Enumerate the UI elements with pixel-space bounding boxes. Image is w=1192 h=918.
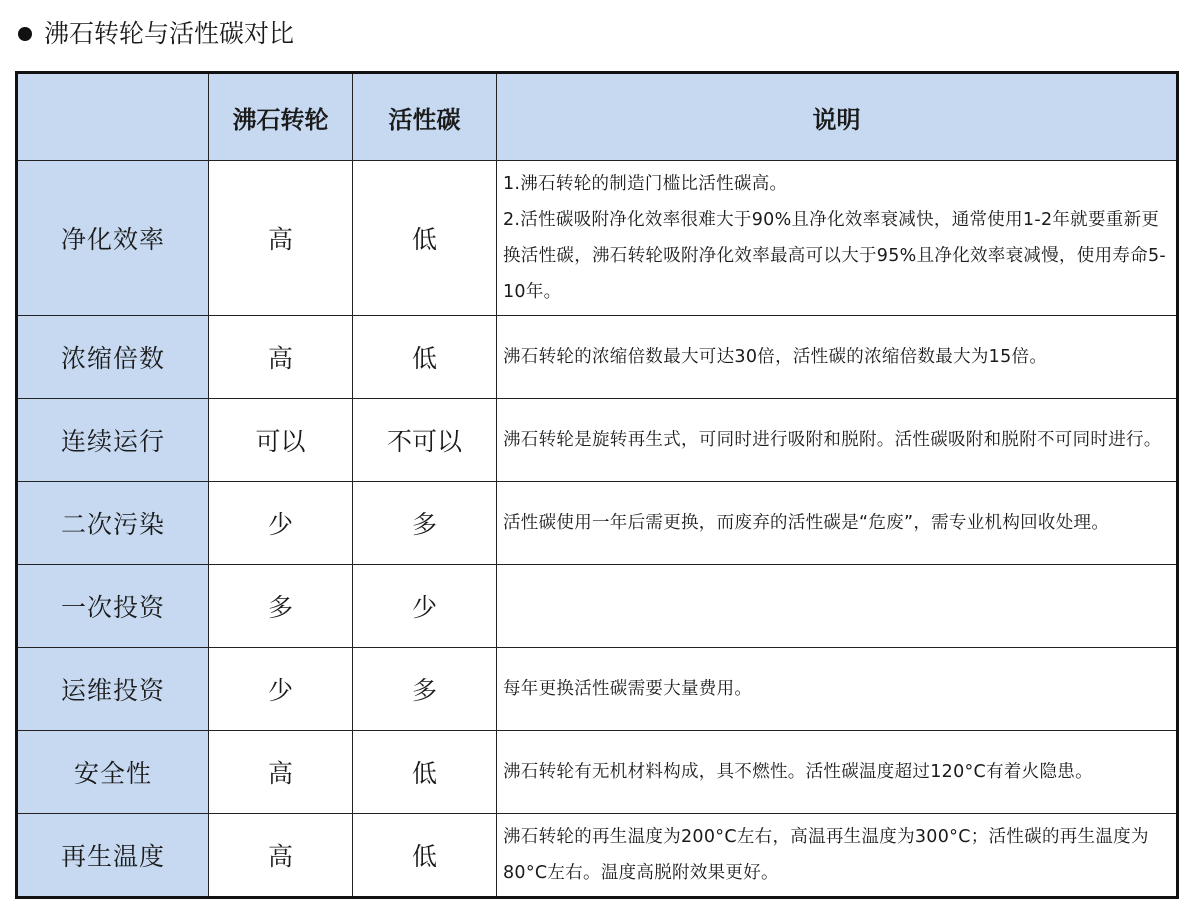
page-heading bbox=[18, 14, 294, 50]
row-item: 安全性 bbox=[17, 731, 209, 814]
zeolite-value: 高 bbox=[209, 161, 353, 316]
row-item: 净化效率 bbox=[17, 161, 209, 316]
table-row bbox=[17, 316, 1178, 399]
description-line: 活性碳使用一年后需更换，而废弃的活性碳是“危废”，需专业机构回收处理。 bbox=[503, 513, 1110, 533]
zeolite-value: 少 bbox=[209, 648, 353, 731]
row-item: 运维投资 bbox=[17, 648, 209, 731]
description-cell bbox=[497, 316, 1178, 399]
zeolite-value: 高 bbox=[209, 316, 353, 399]
table-row bbox=[17, 399, 1178, 482]
zeolite-value: 多 bbox=[209, 565, 353, 648]
heading-text: 沸石转轮与活性碳对比 bbox=[44, 19, 295, 48]
description-line: 1.沸石转轮的制造门槛比活性碳高。 bbox=[503, 174, 788, 194]
row-item: 一次投资 bbox=[17, 565, 209, 648]
header-row bbox=[17, 73, 1178, 161]
zeolite-value: 高 bbox=[209, 814, 353, 898]
comparison-table bbox=[15, 71, 1179, 899]
carbon-value: 低 bbox=[353, 161, 497, 316]
bullet-icon bbox=[18, 27, 32, 41]
header-description: 说明 bbox=[497, 73, 1178, 161]
description-cell bbox=[497, 648, 1178, 731]
zeolite-value: 可以 bbox=[209, 399, 353, 482]
table-row bbox=[17, 482, 1178, 565]
row-item: 浓缩倍数 bbox=[17, 316, 209, 399]
description-line: 2.活性碳吸附净化效率很难大于90%且净化效率衰减快，通常使用1-2年就要重新更换活性碳，沸石转轮吸附净化效率最高可以大于95%且净化效率衰减慢，使用寿命5-10年。 bbox=[503, 210, 1167, 302]
description-line: 沸石转轮有无机材料构成，具不燃性。活性碳温度超过120°C有着火隐患。 bbox=[503, 762, 1093, 782]
description-cell bbox=[497, 161, 1178, 316]
carbon-value: 低 bbox=[353, 814, 497, 898]
row-item: 再生温度 bbox=[17, 814, 209, 898]
table-row bbox=[17, 565, 1178, 648]
table-row bbox=[17, 731, 1178, 814]
description-cell bbox=[497, 565, 1178, 648]
description-cell bbox=[497, 814, 1178, 898]
carbon-value: 多 bbox=[353, 482, 497, 565]
table-row bbox=[17, 648, 1178, 731]
description-line: 每年更换活性碳需要大量费用。 bbox=[503, 679, 753, 699]
carbon-value: 低 bbox=[353, 316, 497, 399]
description-line: 沸石转轮的浓缩倍数最大可达30倍，活性碳的浓缩倍数最大为15倍。 bbox=[503, 347, 1048, 367]
carbon-value: 不可以 bbox=[353, 399, 497, 482]
header-cell-blank bbox=[17, 73, 209, 161]
table-row bbox=[17, 814, 1178, 898]
row-item: 二次污染 bbox=[17, 482, 209, 565]
row-item: 连续运行 bbox=[17, 399, 209, 482]
carbon-value: 多 bbox=[353, 648, 497, 731]
zeolite-value: 高 bbox=[209, 731, 353, 814]
description-cell bbox=[497, 399, 1178, 482]
description-line: 沸石转轮的再生温度为200°C左右，高温再生温度为300°C；活性碳的再生温度为80°C左右。温度高脱附效果更好。 bbox=[503, 827, 1149, 883]
zeolite-value: 少 bbox=[209, 482, 353, 565]
carbon-value: 低 bbox=[353, 731, 497, 814]
description-cell bbox=[497, 731, 1178, 814]
description-line: 沸石转轮是旋转再生式，可同时进行吸附和脱附。活性碳吸附和脱附不可同时进行。 bbox=[503, 430, 1162, 450]
carbon-value: 少 bbox=[353, 565, 497, 648]
table-row bbox=[17, 161, 1178, 316]
header-zeolite: 沸石转轮 bbox=[209, 73, 353, 161]
description-cell bbox=[497, 482, 1178, 565]
header-carbon: 活性碳 bbox=[353, 73, 497, 161]
